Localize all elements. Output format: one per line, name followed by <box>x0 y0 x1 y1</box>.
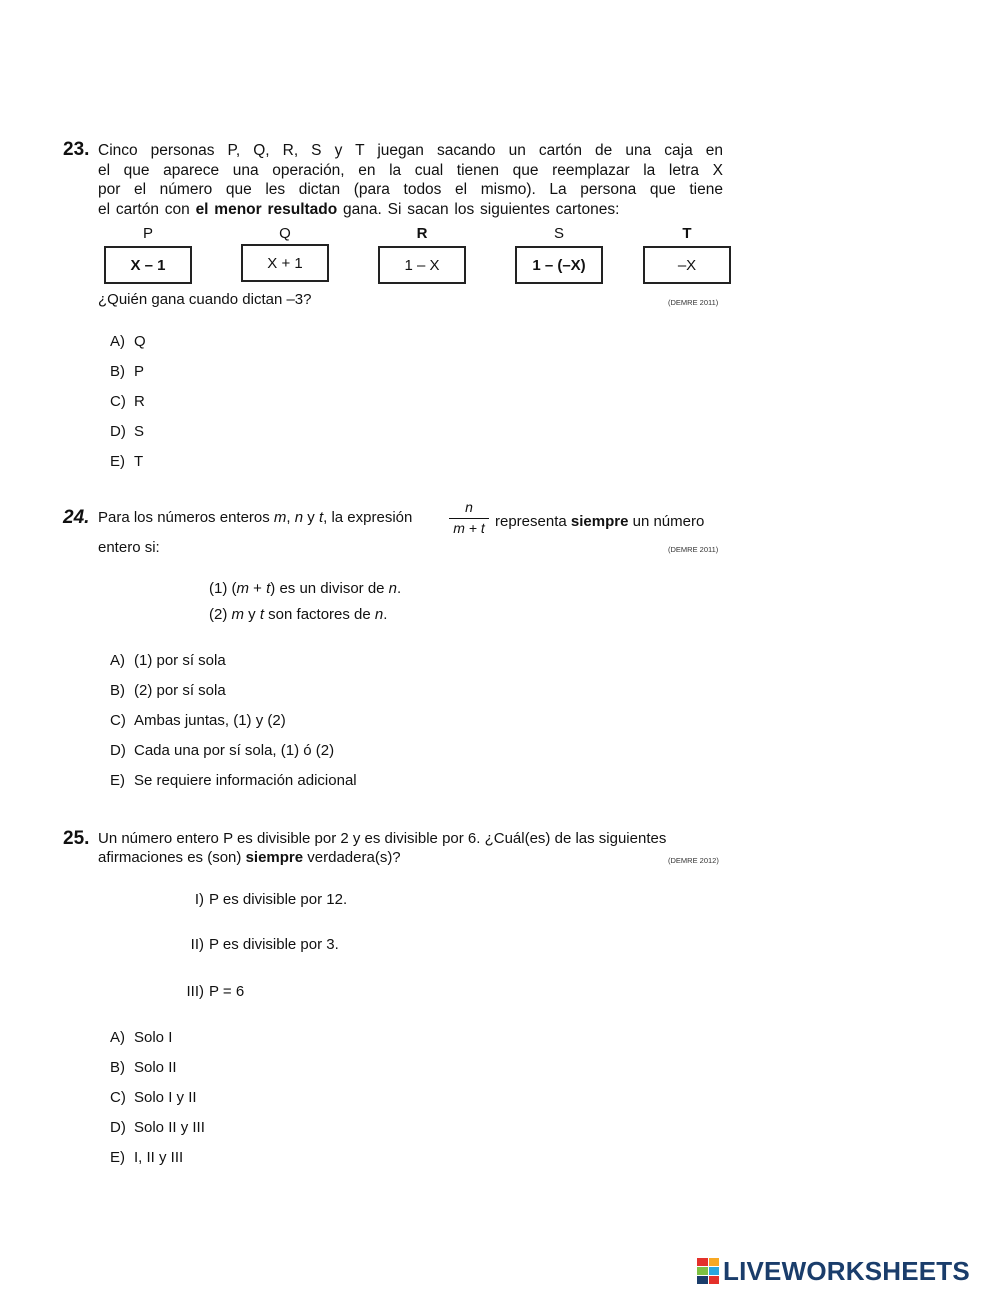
option-text: (1) por sí sola <box>134 652 226 669</box>
question-25-line-1: Un número entero P es divisible por 2 y es divisible por 6. ¿Cuál(es) de las siguientes <box>98 830 667 847</box>
option-letter: E) <box>110 453 125 470</box>
option-a[interactable] <box>110 333 146 363</box>
statement-text: P es divisible por 12. <box>209 891 348 908</box>
s1-m: m <box>236 580 249 597</box>
q25-line2-bold: siempre <box>245 849 304 866</box>
option-text: Solo I <box>134 1029 173 1046</box>
q24-after-post: un número <box>628 513 705 530</box>
question-24-number: 24. <box>63 507 90 528</box>
question-24-after-fraction <box>495 513 704 530</box>
fraction-bar <box>449 518 489 519</box>
q24-after-bold: siempre <box>570 513 629 530</box>
option-c[interactable] <box>110 393 146 423</box>
s1-post: ) es un divisor de <box>270 580 389 597</box>
question-25-line-2 <box>98 849 401 866</box>
card-q: X + 1 <box>241 244 329 282</box>
s2-y: y <box>244 606 260 623</box>
question-24-intro <box>98 509 412 526</box>
option-text: Q <box>134 333 146 350</box>
option-a[interactable] <box>110 652 357 682</box>
logo-mark-square <box>709 1267 720 1275</box>
liveworksheets-logo[interactable] <box>697 1256 970 1286</box>
question-25-statement-1 <box>160 891 347 908</box>
option-letter: D) <box>110 423 126 440</box>
roman-numeral: II) <box>190 936 204 953</box>
statement-text: P es divisible por 3. <box>209 936 339 953</box>
s1-plus: + <box>249 580 267 597</box>
option-letter: B) <box>110 682 125 699</box>
logo-mark-square <box>697 1258 708 1266</box>
fraction-denominator: m + t <box>453 520 485 536</box>
q24-var-t: t <box>318 509 324 526</box>
card-label-t: T <box>682 225 692 242</box>
s2-end: . <box>383 606 388 623</box>
question-23-line-1: Cinco personas P, Q, R, S y T juegan sacando un cartón de una caja en <box>98 142 723 159</box>
card-t: –X <box>643 246 731 284</box>
logo-mark-square <box>709 1258 720 1266</box>
option-d[interactable] <box>110 423 146 453</box>
q24-after-pre: representa <box>495 513 571 530</box>
option-letter: C) <box>110 1089 126 1106</box>
option-text: Se requiere información adicional <box>134 772 357 789</box>
s2-pre: (2) <box>209 606 232 623</box>
s2-t: t <box>259 606 265 623</box>
s1-t: t <box>266 580 271 597</box>
q23-line4-pre: el cartón con <box>98 200 196 218</box>
question-25-number: 25. <box>63 828 90 849</box>
q24-intro-post: , la expresión <box>323 509 413 526</box>
option-text: I, II y III <box>134 1149 184 1166</box>
option-c[interactable] <box>110 1089 205 1119</box>
option-letter: B) <box>110 363 125 380</box>
question-25-source: (DEMRE 2012) <box>668 856 719 865</box>
q23-line4-bold: el menor resultado <box>195 200 338 218</box>
question-24-options <box>110 652 357 802</box>
s1-end: . <box>397 580 402 597</box>
liveworksheets-logo-text: LIVEWORKSHEETS <box>723 1255 970 1286</box>
s1-n: n <box>388 580 398 597</box>
question-24-statement-1 <box>209 580 401 597</box>
option-text: T <box>134 453 144 470</box>
question-23-line-2: el que aparece una operación, en la cual tienen que reemplazar la letra X <box>98 161 723 179</box>
option-b[interactable] <box>110 1059 205 1089</box>
card-p: X – 1 <box>104 246 192 284</box>
question-23-prompt: ¿Quién gana cuando dictan –3? <box>98 291 312 308</box>
option-letter: D) <box>110 1119 126 1136</box>
question-23-line-4 <box>98 200 723 220</box>
q25-line2-post: verdadera(s)? <box>303 849 401 866</box>
question-25-statement-3 <box>160 983 244 1000</box>
s1-pre: (1) ( <box>209 580 237 597</box>
option-text: R <box>134 393 145 410</box>
option-text: Ambas juntas, (1) y (2) <box>134 712 286 729</box>
q24-var-m: m <box>273 509 287 526</box>
option-text: Solo II y III <box>134 1119 205 1136</box>
option-text: (2) por sí sola <box>134 682 226 699</box>
option-b[interactable] <box>110 682 357 712</box>
question-25-statement-2 <box>160 936 339 953</box>
fraction-numerator: n <box>465 499 473 515</box>
card-s: 1 – (–X) <box>515 246 603 284</box>
option-letter: A) <box>110 1029 125 1046</box>
statement-text: P = 6 <box>209 983 245 1000</box>
q24-comma: , <box>286 509 295 526</box>
s2-m: m <box>231 606 244 623</box>
s2-mid: son factores de <box>264 606 375 623</box>
q23-line4-post: gana. Si sacan los siguientes cartones: <box>337 200 620 218</box>
q24-intro-pre: Para los números enteros <box>98 509 274 526</box>
question-24-statement-2 <box>209 606 387 623</box>
card-label-s: S <box>553 225 564 242</box>
logo-mark-square <box>697 1276 708 1284</box>
question-23-line-3: por el número que les dictan (para todos el mismo). La persona que tiene <box>98 181 723 199</box>
option-text: Solo I y II <box>134 1089 197 1106</box>
option-text: Solo II <box>134 1059 177 1076</box>
q24-var-n: n <box>294 509 304 526</box>
option-b[interactable] <box>110 363 146 393</box>
option-letter: B) <box>110 1059 125 1076</box>
question-23-text <box>98 141 723 219</box>
roman-numeral: III) <box>186 983 204 1000</box>
option-text: P <box>134 363 145 380</box>
q25-line2-pre: afirmaciones es (son) <box>98 849 246 866</box>
option-text: S <box>134 423 145 440</box>
logo-mark-square <box>697 1267 708 1275</box>
question-23-number: 23. <box>63 139 90 160</box>
option-letter: E) <box>110 1149 125 1166</box>
option-c[interactable] <box>110 712 357 742</box>
roman-numeral: I) <box>194 891 204 908</box>
card-label-p: P <box>142 225 153 242</box>
option-letter: D) <box>110 742 126 759</box>
card-r: 1 – X <box>378 246 466 284</box>
option-letter: A) <box>110 333 125 350</box>
option-d[interactable] <box>110 742 357 772</box>
question-24-source: (DEMRE 2011) <box>668 545 719 554</box>
option-e[interactable] <box>110 1149 205 1179</box>
option-a[interactable] <box>110 1029 205 1059</box>
option-e[interactable] <box>110 772 357 802</box>
option-letter: C) <box>110 712 126 729</box>
question-23-source: (DEMRE 2011) <box>668 298 719 307</box>
question-23-options <box>110 333 146 483</box>
option-d[interactable] <box>110 1119 205 1149</box>
card-label-q: Q <box>279 225 291 242</box>
card-label-r: R <box>416 225 428 242</box>
option-text: Cada una por sí sola, (1) ó (2) <box>134 742 335 759</box>
q24-y: y <box>303 509 319 526</box>
option-letter: A) <box>110 652 125 669</box>
question-25-options <box>110 1029 205 1179</box>
option-e[interactable] <box>110 453 146 483</box>
question-24-line-2: entero si: <box>98 539 160 556</box>
logo-mark-square <box>709 1276 720 1284</box>
fraction-n-over-m-plus-t <box>449 499 489 536</box>
liveworksheets-logo-icon <box>697 1258 719 1284</box>
option-letter: E) <box>110 772 125 789</box>
option-letter: C) <box>110 393 126 410</box>
s2-n: n <box>374 606 384 623</box>
